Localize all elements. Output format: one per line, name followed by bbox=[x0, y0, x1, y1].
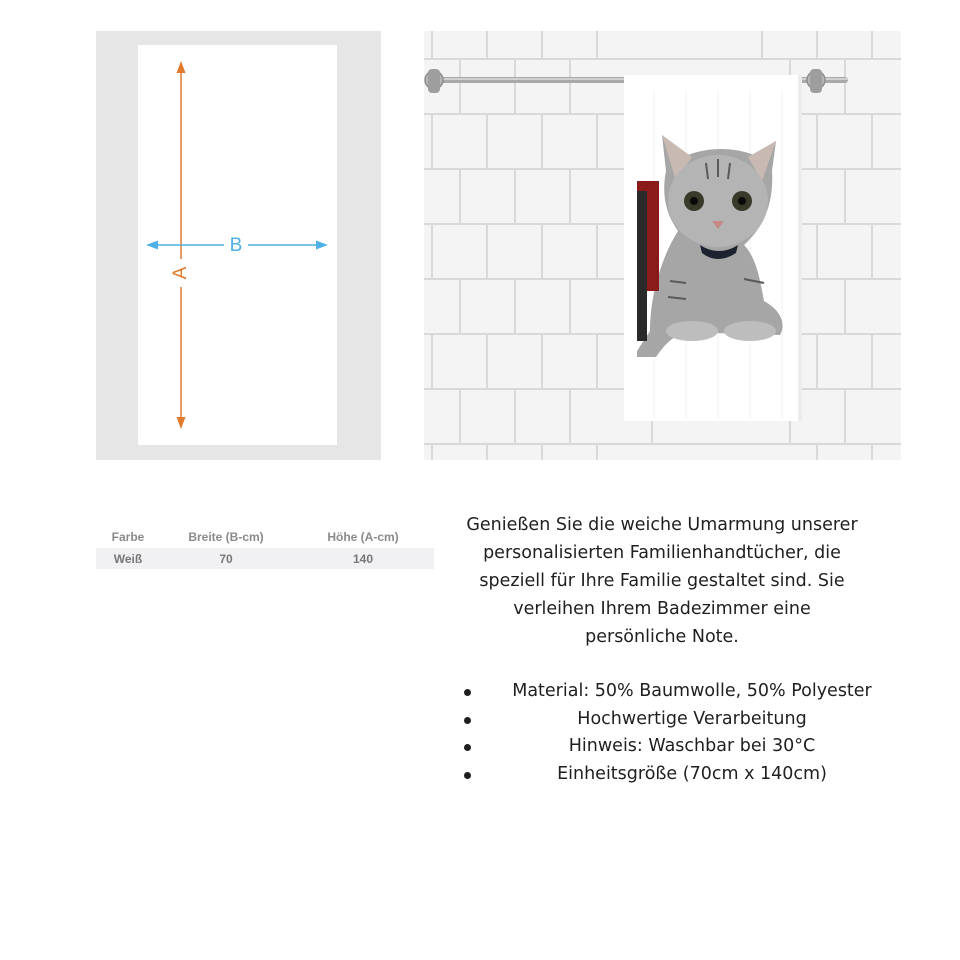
table-row bbox=[96, 548, 434, 569]
product-description bbox=[440, 511, 884, 651]
list-item bbox=[440, 733, 900, 761]
list-item bbox=[440, 706, 900, 734]
description-line: personalisierten Familienhandtücher, die bbox=[483, 543, 841, 563]
description-line: Genießen Sie die weiche Umarmung unserer bbox=[466, 515, 858, 535]
header-farbe: Farbe bbox=[96, 526, 160, 548]
list-item bbox=[440, 678, 900, 706]
header-breite: Breite (B-cm) bbox=[160, 526, 292, 548]
towel-dimension-illustration bbox=[96, 31, 381, 460]
size-table bbox=[96, 526, 434, 569]
feature-size: Einheitsgröße (70cm x 140cm) bbox=[557, 763, 827, 784]
cell-width: 70 bbox=[160, 548, 292, 569]
feature-material: Material: 50% Baumwolle, 50% Polyester bbox=[512, 681, 872, 701]
size-table-header bbox=[96, 526, 434, 548]
bathroom-towel-photo bbox=[424, 31, 901, 460]
cell-color: Weiß bbox=[96, 548, 160, 569]
feature-washing: Hinweis: Waschbar bei 30°C bbox=[568, 736, 816, 756]
cell-height: 140 bbox=[292, 548, 434, 569]
feature-quality: Hochwertige Verarbeitung bbox=[577, 708, 807, 729]
feature-list bbox=[440, 678, 900, 788]
dimension-diagram bbox=[96, 31, 381, 460]
description-line: persönliche Note. bbox=[585, 627, 739, 647]
height-label: A bbox=[170, 266, 192, 280]
product-photo bbox=[424, 31, 901, 460]
description-line: verleihen Ihrem Badezimmer eine bbox=[513, 599, 811, 619]
list-item bbox=[440, 761, 900, 789]
width-label: B bbox=[229, 235, 243, 257]
header-hoehe: Höhe (A-cm) bbox=[292, 526, 434, 548]
description-line: speziell für Ihre Familie gestaltet sind. Sie bbox=[479, 571, 845, 591]
